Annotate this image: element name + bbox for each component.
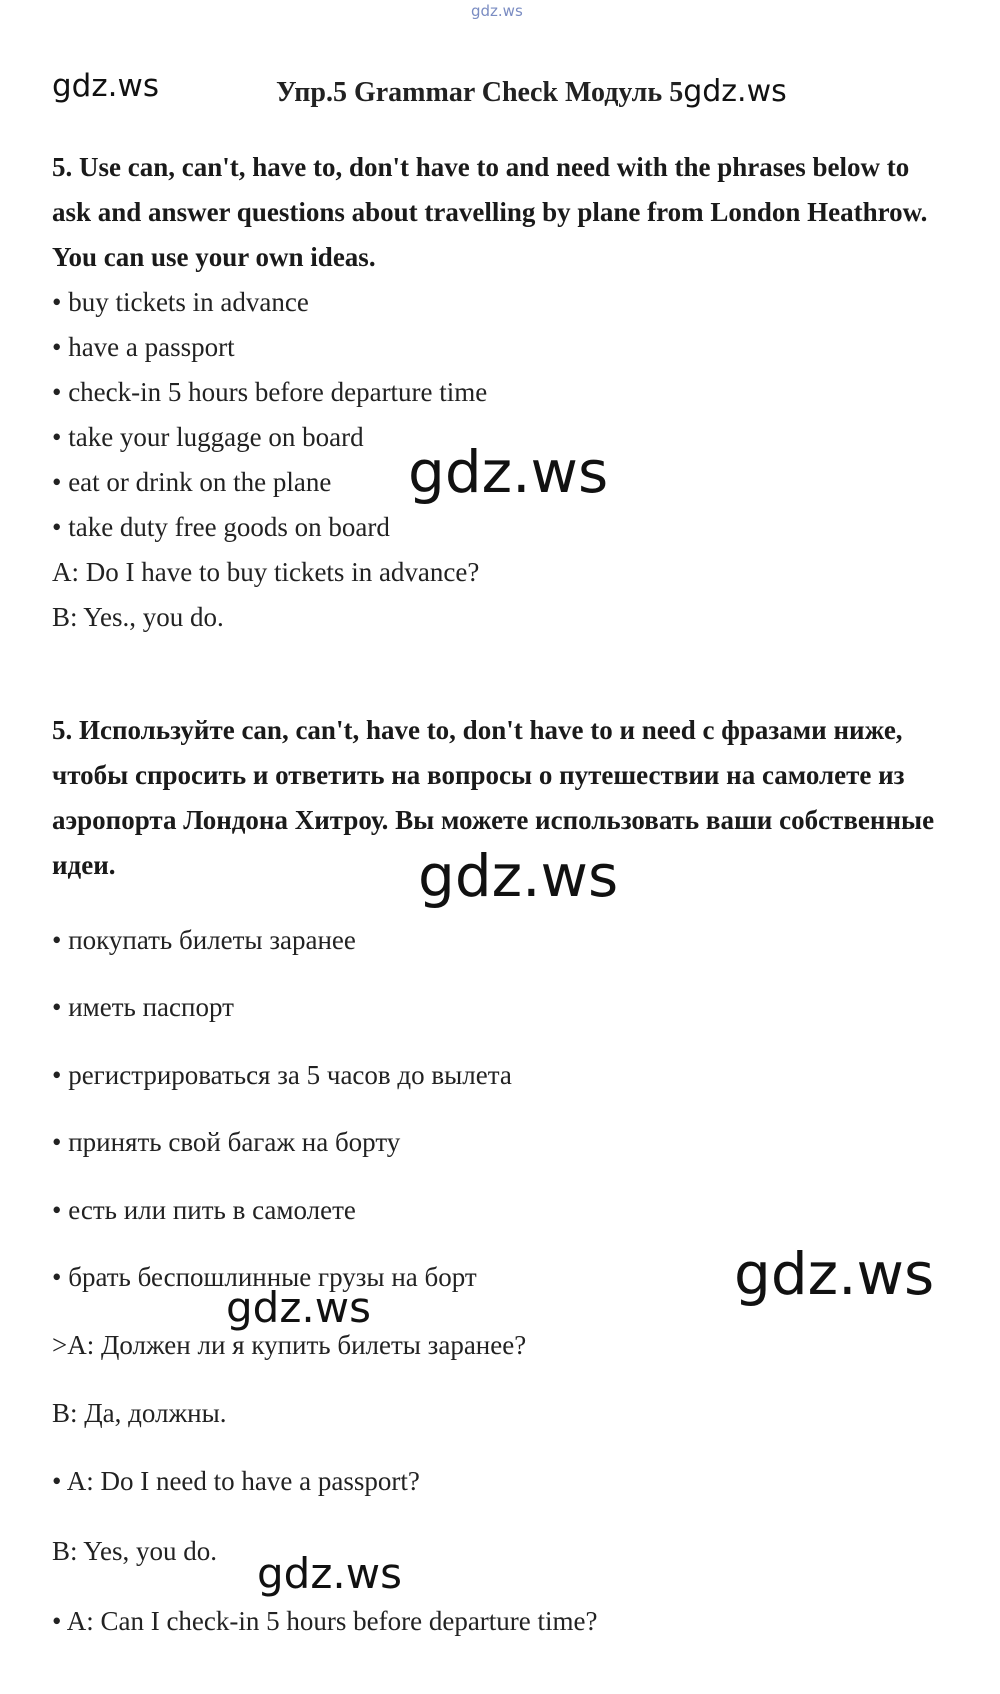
dialogue-en-a: A: Do I have to buy tickets in advance? [52,557,480,587]
top-watermark: gdz.ws [471,2,523,20]
bullet-ru-2: • иметь паспорт [52,992,234,1022]
title-text: Упр.5 Grammar Check Модуль 5 [276,77,684,108]
watermark-4: gdz.ws [226,1283,371,1332]
bullet-ru-6: • брать беспошлинные грузы на борт [52,1262,477,1292]
task-english: 5. Use can, can't, have to, don't have to and need with the phrases below to ask and answer questions about travelling by plane from London Heathrow. You can use your own ideas. [52,152,928,272]
dialogue-en-passport-q: • A: Do I need to have a passport? [52,1466,420,1496]
watermark-1: gdz.ws [408,438,609,506]
dialogue-en-checkin-q: • A: Can I check-in 5 hours before departure time? [52,1606,598,1636]
dialogue-ru-b: В: Да, должны. [52,1398,227,1428]
bullet-en-2: • have a passport [52,332,235,362]
bullet-en-1: • buy tickets in advance [52,287,309,317]
bullet-ru-5: • есть или пить в самолете [52,1195,356,1225]
dialogue-en-b: B: Yes., you do. [52,602,224,632]
bullet-ru-4: • принять свой багаж на борту [52,1127,401,1157]
bullet-en-6: • take duty free goods on board [52,512,390,542]
bullet-en-3: • check-in 5 hours before departure time [52,377,488,407]
dialogue-en-passport-a: B: Yes, you do. [52,1536,218,1566]
task-russian: 5. Используйте can, can't, have to, don't have to и need с фразами ниже, чтобы спросить и ответить на вопросы о путешествии на самолете из аэропорта Лондона Хитроу. Вы можете использовать ваши собственные идеи. [52,715,935,880]
title-watermark: gdz.ws [683,74,787,109]
watermark-3: gdz.ws [734,1240,935,1308]
watermark-5: gdz.ws [257,1549,402,1598]
bullet-ru-1: • покупать билеты заранее [52,925,356,955]
bullet-en-4: • take your luggage on board [52,422,364,452]
bullet-ru-3: • регистрироваться за 5 часов до вылета [52,1060,512,1090]
page-title [276,74,787,109]
bullet-en-5: • eat or drink on the plane [52,467,332,497]
dialogue-ru-a: >А: Должен ли я купить билеты заранее? [52,1330,527,1360]
site-logo: gdz.ws [52,68,159,104]
watermark-2: gdz.ws [418,842,619,910]
